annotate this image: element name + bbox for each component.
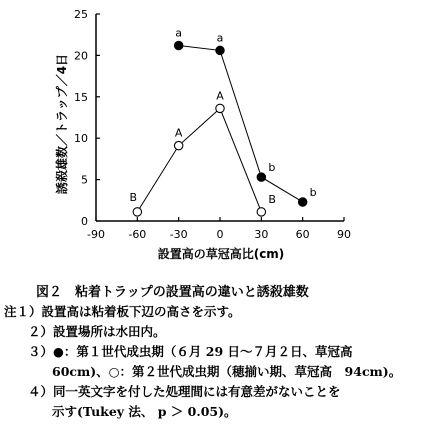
filled-data-point	[174, 41, 182, 49]
open-data-point	[216, 104, 224, 112]
note-3: ３）●：第１世代成虫期（６月 29 日～７月２日、草冠高	[28, 344, 353, 359]
significance-label: a	[216, 31, 224, 45]
note-1: 注１）設置高は粘着板下辺の高さを示す。	[4, 304, 241, 319]
x-tick-label: -60	[128, 228, 147, 241]
open-data-point	[133, 208, 141, 216]
x-tick-label: 60	[295, 228, 310, 241]
y-tick-label: 20	[74, 49, 88, 63]
x-tick-label: 30	[254, 228, 269, 241]
y-tick-label: 15	[74, 90, 88, 104]
note-4: ４）同一英文字を付した処理間には有意差がないことを	[28, 384, 341, 399]
significance-label: B	[268, 192, 276, 206]
x-tick-label: 0	[216, 228, 224, 241]
significance-label: b	[309, 185, 317, 199]
x-axis-title: 設置高の草冠高比(cm)	[157, 247, 285, 261]
figure-caption: 図２ 粘着トラップの設置高の違いと誘殺雄数	[36, 285, 309, 300]
note-3-cont: 60cm)、○：第２世代成虫期（穂揃い期、草冠高 94cm)。	[52, 364, 402, 379]
x-tick-label: -90	[87, 228, 105, 241]
series-1-line	[179, 45, 303, 201]
significance-label: a	[175, 26, 183, 40]
y-tick-label: 0	[81, 215, 88, 228]
plot-area	[74, 8, 351, 241]
series-2-line	[137, 108, 261, 212]
note-2: ２）設置場所は水田内。	[28, 324, 166, 339]
significance-label: b	[268, 161, 276, 175]
open-data-point	[174, 141, 182, 149]
significance-label: B	[129, 190, 138, 204]
significance-label: A	[174, 126, 183, 140]
y-tick-label: 25	[74, 8, 88, 21]
filled-data-point	[216, 46, 224, 54]
filled-data-point	[257, 173, 265, 181]
note-4-cont: 示す(Tukey 法、 p ＞ 0.05)。	[52, 404, 237, 419]
y-tick-label: 5	[81, 173, 88, 187]
y-tick-label: 10	[74, 132, 88, 146]
filled-data-point	[298, 198, 306, 206]
x-tick-label: 90	[337, 228, 351, 241]
y-axis-title: 誘殺雄数／トラップ／4日	[55, 53, 69, 195]
x-tick-label: -30	[169, 228, 188, 241]
significance-label: A	[216, 89, 224, 103]
open-data-point	[257, 208, 265, 216]
